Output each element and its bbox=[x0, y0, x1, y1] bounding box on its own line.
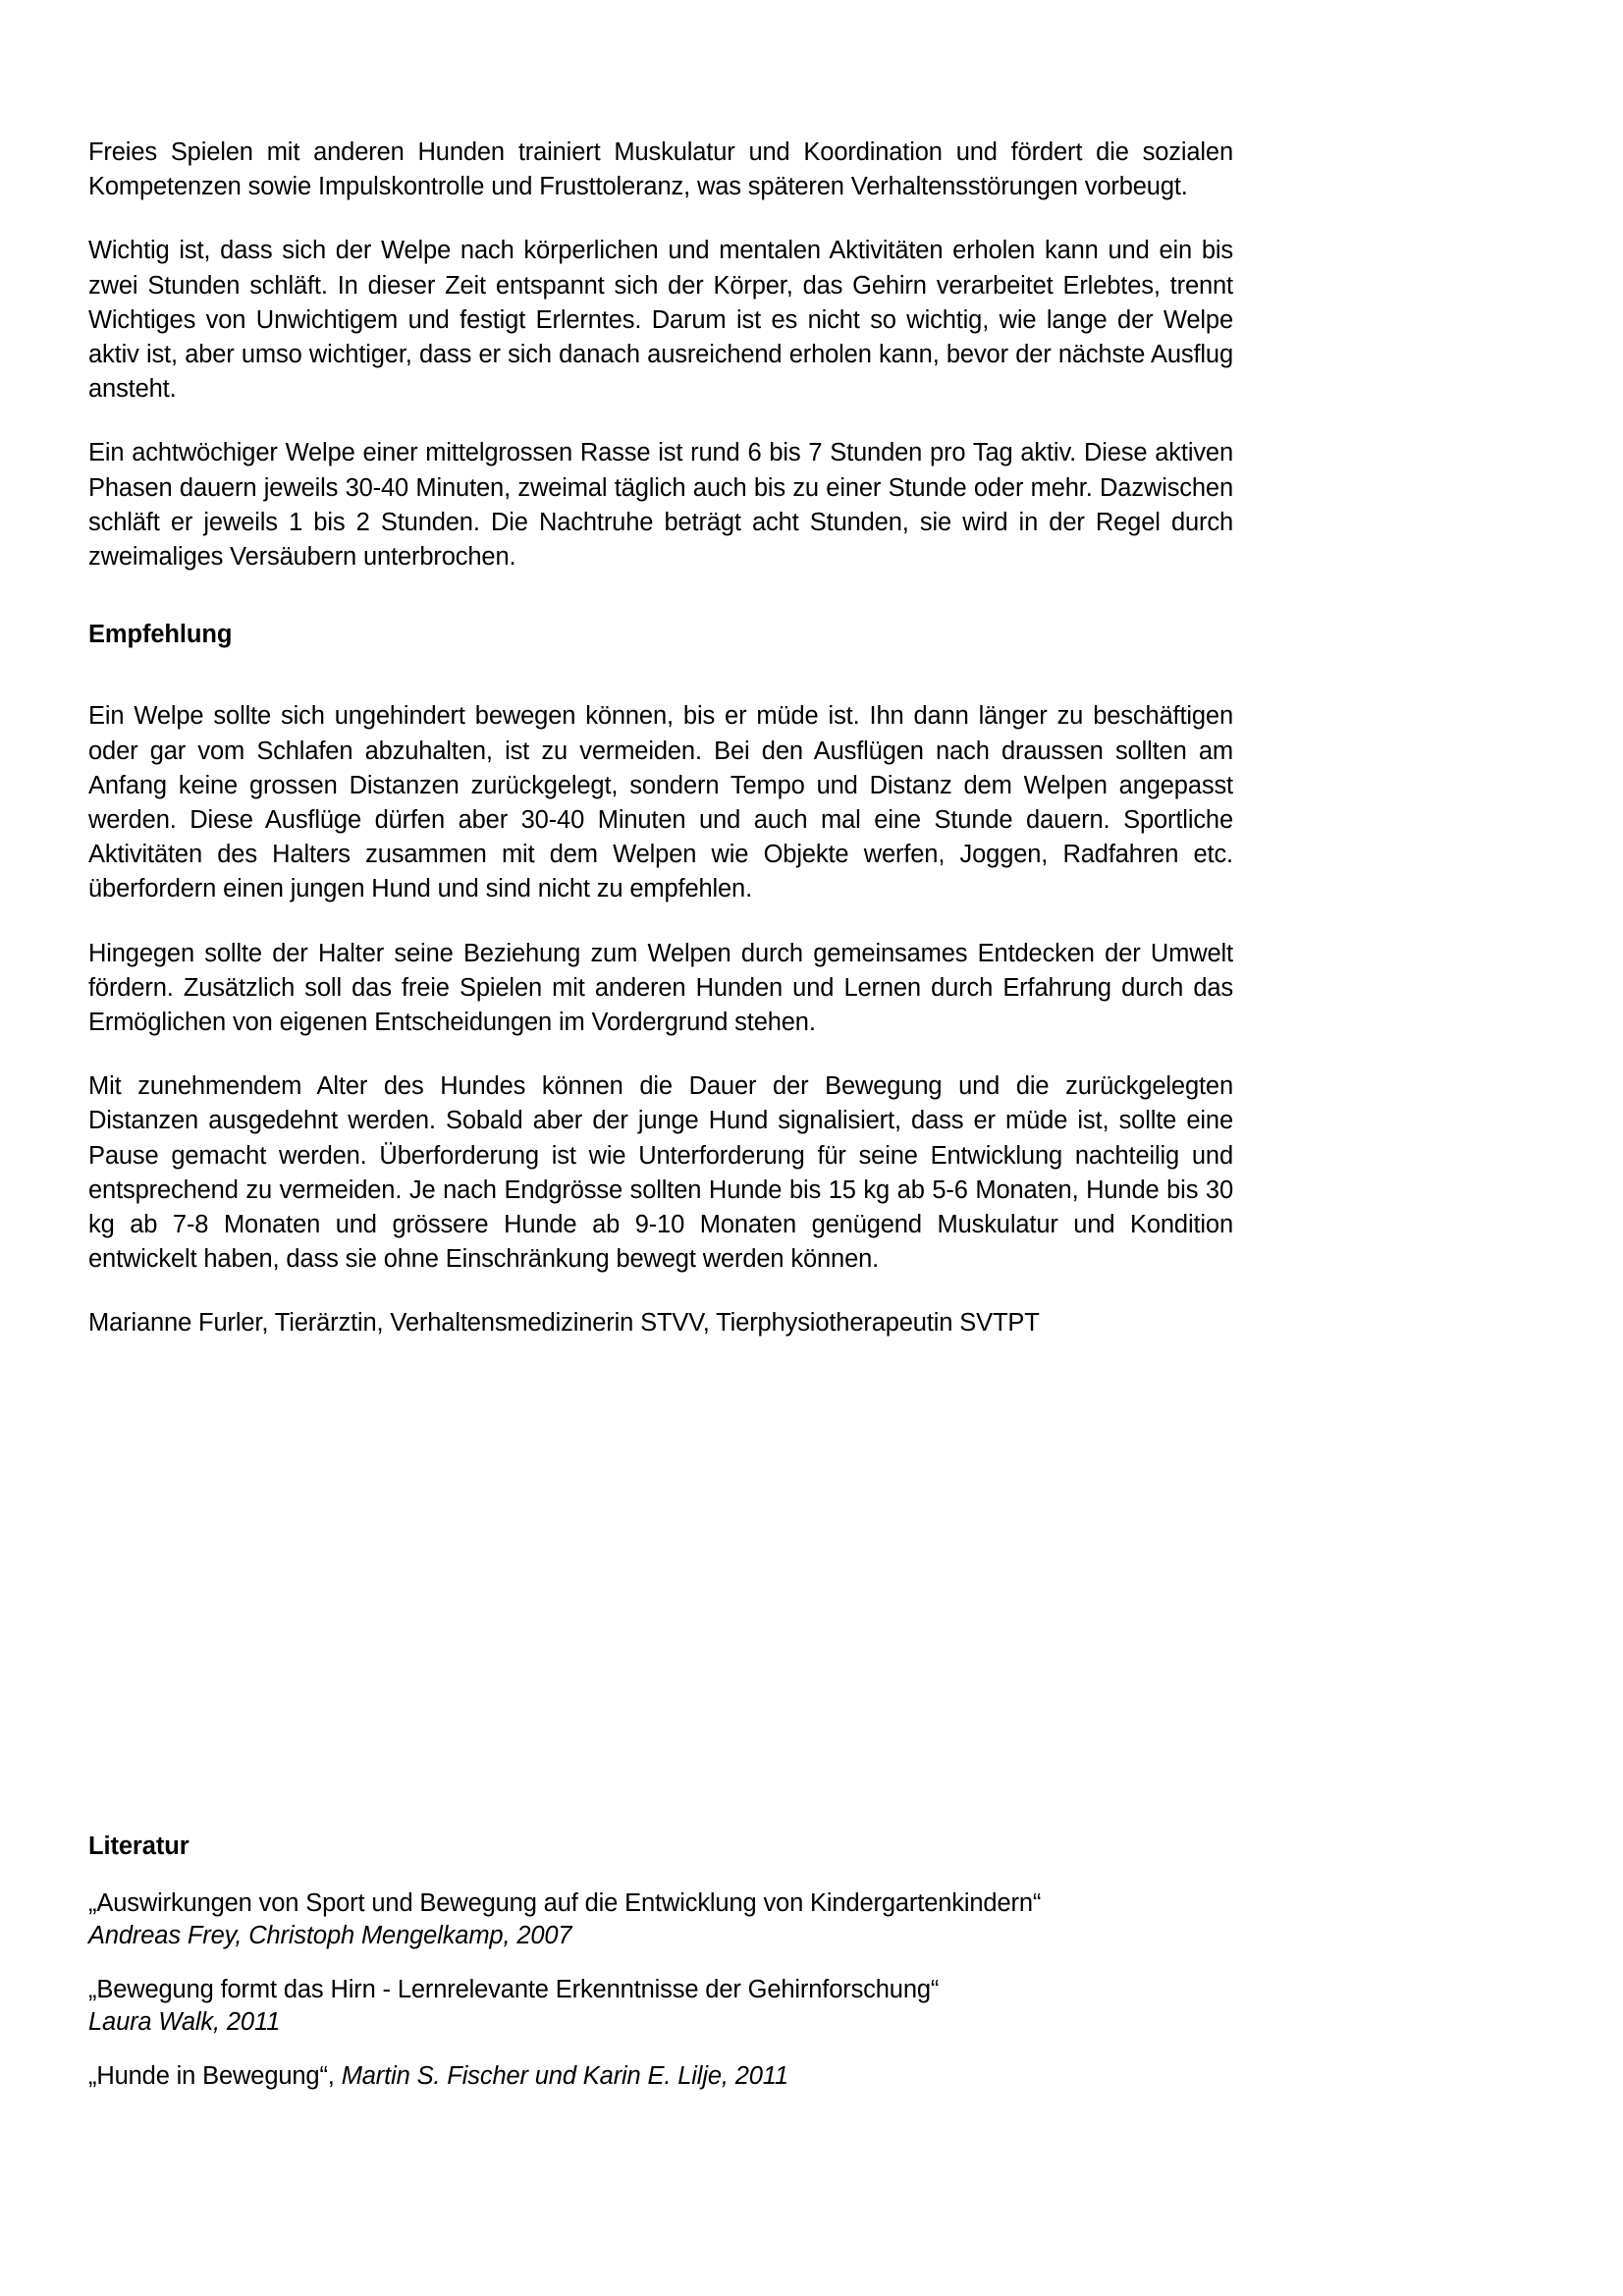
heading-spacer-top bbox=[88, 604, 1233, 618]
citation-title-inline bbox=[88, 2060, 1233, 2093]
section-heading-literatur: Literatur bbox=[88, 1832, 189, 1860]
literature-section bbox=[88, 1831, 1233, 2093]
citation-title: „Bewegung formt das Hirn - Lernrelevante Erkenntnisse der Gehirnforschung“ bbox=[88, 1976, 940, 2003]
paragraph-recommendation-relationship: Hingegen sollte der Halter seine Beziehung zum Welpen durch gemeinsames Entdecken der Umwelt fördern. Zusätzlich soll das freie Spielen mit anderen Hunden und Lernen durch Erfahrung durch das Ermöglichen von eigenen Entscheidungen im Vordergrund stehen. bbox=[88, 939, 1233, 1037]
citation-title: „Auswirkungen von Sport und Bewegung auf die Entwicklung von Kindergartenkindern“ bbox=[88, 1889, 1042, 1917]
citation-authors: Laura Walk, 2011 bbox=[88, 2008, 281, 2036]
citation-authors: Martin S. Fischer und Karin E. Lilje, 2011 bbox=[341, 2062, 788, 2090]
paragraph-recommendation-age: Mit zunehmendem Alter des Hundes können die Dauer der Bewegung und die zurückgelegten Distanzen ausgedehnt werden. Sobald aber der junge Hund signalisiert, dass er müde ist, sollte eine Pause gemacht werden. Überforderung ist wie Unterforderung für seine Entwicklung nachteilig und entsprechend zu vermeiden. Je nach Endgrösse sollten Hunde bis 15 kg ab 5-6 Monaten, Hunde bis 30 kg ab 7-8 Monaten und grössere Hunde ab 9-10 Monaten genügend Muskulatur und Kondition entwickelt haben, dass sie ohne Einschränkung bewegt werden können. bbox=[88, 1072, 1233, 1274]
list-item bbox=[88, 1974, 1233, 2039]
paragraph-rest-importance: Wichtig ist, dass sich der Welpe nach körperlichen und mentalen Aktivitäten erholen kann und ein bis zwei Stunden schläft. In dieser Zeit entspannt sich der Körper, das Gehirn verarbeitet Erlebtes, trennt Wichtiges von Unwichtigem und festigt Erlerntes. Darum ist es nicht so wichtig, wie lange der Welpe aktiv ist, aber umso wichtiger, dass er sich danach ausreichend erholen kann, bevor der nächste Ausflug ansteht. bbox=[88, 237, 1233, 404]
citation-authors: Andreas Frey, Christoph Mengelkamp, 2007 bbox=[88, 1922, 572, 1949]
section-heading-empfehlung: Empfehlung bbox=[88, 621, 233, 649]
paragraph-free-play: Freies Spielen mit anderen Hunden trainiert Muskulatur und Koordination und fördert die sozialen Kompetenzen sowie Impulskontrolle und Frusttoleranz, was späteren Verhaltensstörungen vorbeugt. bbox=[88, 138, 1233, 201]
heading-spacer-bottom bbox=[88, 652, 1233, 699]
author-signature: Marianne Furler, Tierärztin, Verhaltensmedizinerin STVV, Tierphysiotherapeutin SVTPT bbox=[88, 1309, 1040, 1338]
paragraph-eight-week-puppy: Ein achtwöchiger Welpe einer mittelgrossen Rasse ist rund 6 bis 7 Stunden pro Tag aktiv. Diese aktiven Phasen dauern jeweils 30-40 Minuten, zweimal täglich auch bis zu einer Stunde oder mehr. Dazwischen schläft er jeweils 1 bis 2 Stunden. Die Nachtruhe beträgt acht Stunden, sie wird in der Regel durch zweimaliges Versäubern unterbrochen. bbox=[88, 439, 1233, 572]
list-item bbox=[88, 1887, 1233, 1952]
list-item bbox=[88, 2060, 1233, 2093]
document-body bbox=[88, 136, 1233, 1341]
citation-title: „Hunde in Bewegung“, bbox=[88, 2062, 342, 2090]
paragraph-recommendation-movement: Ein Welpe sollte sich ungehindert bewegen können, bis er müde ist. Ihn dann länger zu beschäftigen oder gar vom Schlafen abzuhalten, ist zu vermeiden. Bei den Ausflügen nach draussen sollten am Anfang keine grossen Distanzen zurückgelegt, sondern Tempo und Distanz dem Welpen angepasst werden. Diese Ausflüge dürfen aber 30-40 Minuten und auch mal eine Stunde dauern. Sportliche Aktivitäten des Halters zusammen mit dem Welpen wie Objekte werfen, Joggen, Radfahren etc. überfordern einen jungen Hund und sind nicht zu empfehlen. bbox=[88, 702, 1233, 903]
